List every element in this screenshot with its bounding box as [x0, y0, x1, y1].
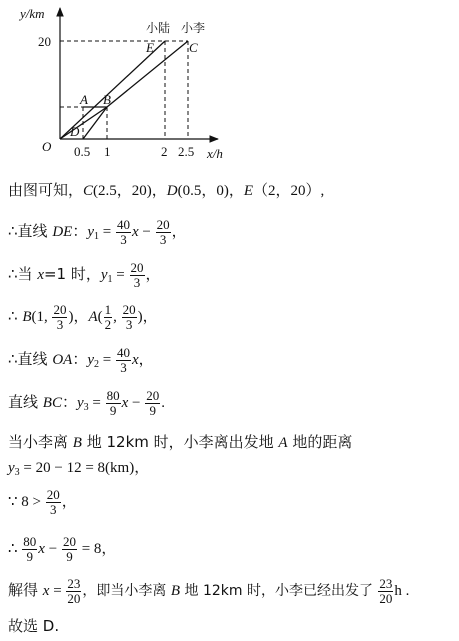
point-label-E: E	[146, 40, 154, 55]
x-tick-2: 2	[161, 144, 168, 159]
subscript: 1	[107, 274, 113, 285]
point-label-D: D	[70, 124, 80, 139]
text: ∴	[8, 307, 23, 325]
var: B	[170, 583, 181, 599]
fraction: $\frac{20}{9}$	[146, 387, 160, 418]
text: =1 时，	[43, 265, 101, 283]
line-DB	[83, 107, 107, 139]
var: x	[38, 541, 45, 557]
solution-line-1	[8, 180, 324, 201]
var: BC	[42, 395, 62, 411]
text: 由图可知，	[8, 181, 84, 199]
fraction: $\frac{1}{2}$	[104, 301, 112, 332]
subscript: 2	[94, 359, 99, 370]
text: ，	[138, 350, 154, 368]
x-axis-label: x/h	[207, 146, 223, 161]
point-label-A: A	[80, 92, 88, 107]
fraction: $\frac{40}{3}$	[116, 216, 130, 247]
solution-line-3	[8, 256, 161, 298]
text: ∴直线	[8, 350, 53, 368]
solution-line-5	[8, 341, 154, 383]
text: −	[138, 224, 155, 240]
text: −	[128, 395, 145, 411]
subscript: 3	[83, 402, 89, 413]
fraction: $\frac{20}{3}$	[53, 301, 67, 332]
var: y	[8, 460, 15, 476]
text: =	[99, 224, 115, 240]
var: OA	[52, 352, 73, 368]
var: y	[87, 352, 94, 368]
fraction: $\frac{20}{9}$	[62, 533, 76, 564]
var: D	[166, 183, 178, 199]
text: (2.5，20)，	[93, 183, 167, 199]
fraction: $\frac{20}{3}$	[156, 216, 170, 247]
text: ∴	[8, 541, 22, 557]
text: ∴当	[8, 265, 38, 283]
var: E	[243, 183, 254, 199]
var: x	[37, 267, 44, 283]
text: ，	[145, 265, 161, 283]
text: =	[112, 267, 129, 283]
x-tick-1: 1	[104, 144, 111, 159]
fraction: $\frac{20}{3}$	[122, 301, 136, 332]
y-tick-20: 20	[38, 34, 51, 49]
var: B	[72, 435, 82, 451]
text: 故选 D.	[8, 617, 60, 635]
legend-xiaoli: 小李	[181, 21, 206, 35]
text: （2，20）,	[253, 183, 325, 199]
text: 解得	[8, 581, 43, 599]
solution-line-12	[8, 616, 59, 636]
text: .	[161, 395, 165, 411]
text: ,	[113, 309, 121, 325]
text: ∴直线	[8, 222, 53, 240]
solution-line-4	[8, 298, 158, 335]
text: ：	[72, 350, 88, 368]
text: ∵ 8 >	[8, 494, 45, 510]
var: A	[278, 435, 288, 451]
var: C	[83, 183, 94, 199]
y-axis-label: y/km	[20, 6, 45, 21]
var: A	[88, 309, 98, 325]
distance-time-graph	[0, 0, 240, 165]
text: 地的距离	[287, 433, 353, 451]
solution-line-9	[8, 483, 77, 520]
point-label-C: C	[189, 40, 198, 55]
fraction: $\frac{23}{20}$	[379, 575, 393, 606]
solution-line-6	[8, 384, 165, 426]
origin-label: O	[42, 139, 52, 154]
text: ，即当小李离	[82, 583, 171, 599]
solution-line-11	[8, 572, 409, 609]
text: 地 12km 时，小李离出发地	[81, 433, 279, 451]
text: (1,	[31, 309, 52, 325]
text: ，	[171, 222, 187, 240]
solution-line-8	[8, 457, 149, 483]
var: x	[121, 395, 129, 411]
fraction: $\frac{80}{9}$	[106, 387, 120, 418]
text: =	[49, 583, 66, 599]
var: y	[100, 267, 108, 283]
x-tick-2.5: 2.5	[178, 144, 195, 159]
text: (0.5，0)，	[177, 183, 244, 199]
text: )，	[68, 309, 89, 325]
var: y	[87, 224, 94, 240]
text: = 8，	[77, 541, 117, 557]
text: =	[99, 352, 115, 368]
text: 当小李离	[8, 433, 73, 451]
fraction: $\frac{20}{3}$	[130, 259, 144, 290]
text: ，	[61, 492, 77, 510]
var: DE	[52, 224, 73, 240]
fraction: $\frac{23}{20}$	[67, 575, 81, 606]
text: ：	[61, 393, 77, 411]
text: 地 12km 时，小李已经出发了	[180, 583, 378, 599]
text: ：	[72, 222, 88, 240]
fraction: $\frac{20}{3}$	[46, 486, 60, 517]
text: (	[97, 309, 103, 325]
solution-line-10	[8, 530, 116, 567]
var: x	[42, 583, 50, 599]
solution-line-7	[8, 432, 352, 453]
text: )，	[137, 309, 158, 325]
x-tick-0.5: 0.5	[74, 144, 91, 159]
subscript: 3	[14, 467, 20, 478]
subscript: 1	[94, 231, 99, 242]
point-label-B: B	[103, 92, 111, 107]
text: −	[44, 541, 61, 557]
var: B	[22, 309, 32, 325]
text: h .	[394, 583, 410, 599]
solution-line-2	[8, 213, 187, 255]
var: x	[131, 352, 139, 368]
var: x	[131, 224, 139, 240]
legend-xiaolu: 小陆	[146, 21, 171, 35]
text: =	[88, 395, 105, 411]
var: y	[76, 395, 84, 411]
fraction: $\frac{40}{3}$	[116, 344, 130, 375]
text: 直线	[8, 393, 43, 411]
text: = 20 − 12 = 8(km)，	[19, 460, 150, 476]
line-OB	[60, 107, 107, 139]
fraction: $\frac{80}{9}$	[23, 533, 37, 564]
